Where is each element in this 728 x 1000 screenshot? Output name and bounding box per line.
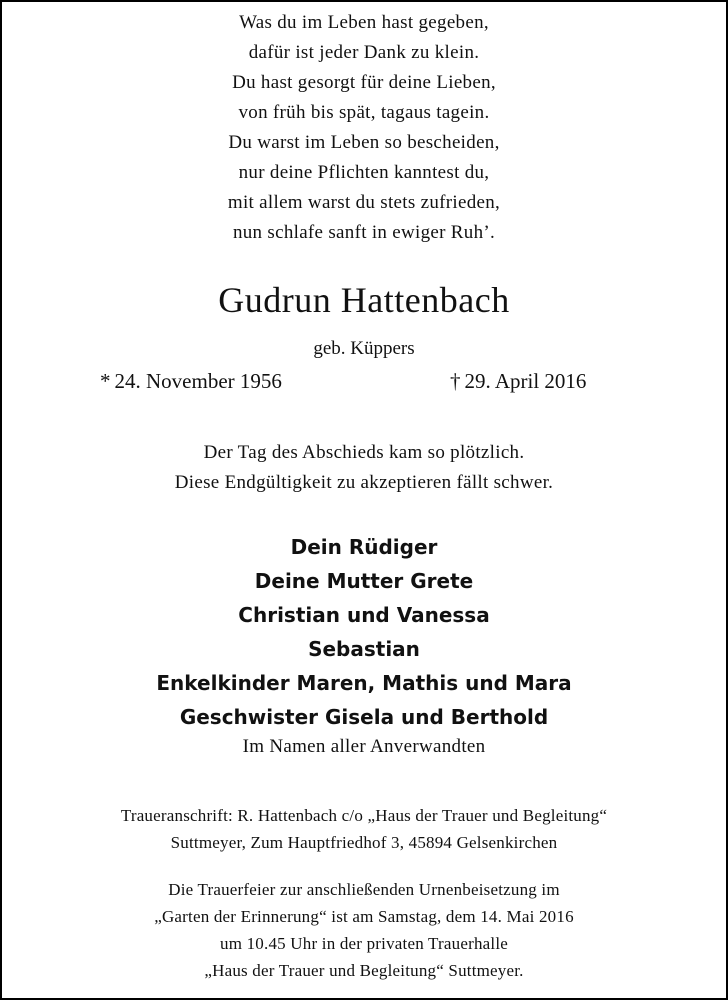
service-line: „Haus der Trauer und Begleitung“ Suttmeyer. — [204, 961, 524, 980]
poem-line: mit allem warst du stets zufrieden, — [227, 192, 501, 213]
death-date: 29. April 2016 — [464, 369, 587, 393]
poem-line: Du hast gesorgt für deine Lieben, — [232, 72, 496, 93]
mourner-entry: Enkelkinder Maren, Mathis und Mara — [156, 671, 572, 695]
service-line: Die Trauerfeier zur anschließenden Urnenbeisetzung im — [168, 880, 560, 899]
mourner-entry: Dein Rüdiger — [290, 535, 438, 559]
poem-line: nur deine Pflichten kanntest du, — [238, 162, 490, 183]
mourner-entry: Christian und Vanessa — [238, 603, 490, 627]
address-line: Suttmeyer, Zum Hauptfriedhof 3, 45894 Gelsenkirchen — [170, 833, 558, 852]
mourning-address — [0, 802, 728, 856]
farewell-text — [0, 438, 728, 498]
all-relatives-line: Im Namen aller Anverwandten — [242, 736, 486, 757]
farewell-line: Diese Endgültigkeit zu akzeptieren fällt schwer. — [174, 472, 554, 493]
birth-date-line — [100, 366, 282, 396]
mourners-list — [0, 530, 728, 734]
deceased-name: Gudrun Hattenbach — [218, 280, 510, 320]
funeral-service-info — [0, 876, 728, 984]
poem-line: Was du im Leben hast gegeben, — [239, 12, 489, 33]
birth-symbol: * — [100, 369, 111, 393]
service-line: um 10.45 Uhr in der privaten Trauerhalle — [220, 934, 508, 953]
death-date-line — [450, 366, 586, 396]
address-line: Traueranschrift: R. Hattenbach c/o „Haus der Trauer und Begleitung“ — [120, 806, 608, 825]
poem-line: von früh bis spät, tagaus tagein. — [238, 102, 490, 123]
death-symbol: † — [450, 369, 461, 393]
maiden-name: geb. Küppers — [313, 338, 415, 359]
mourner-entry: Geschwister Gisela und Berthold — [179, 705, 549, 729]
birth-date: 24. November 1956 — [114, 369, 282, 393]
mourner-entry: Sebastian — [308, 637, 420, 661]
memorial-poem — [0, 8, 728, 248]
service-line: „Garten der Erinnerung“ ist am Samstag, dem 14. Mai 2016 — [154, 907, 574, 926]
poem-line: Du warst im Leben so bescheiden, — [228, 132, 500, 153]
farewell-line: Der Tag des Abschieds kam so plötzlich. — [203, 442, 525, 463]
mourner-entry: Deine Mutter Grete — [254, 569, 474, 593]
poem-line: dafür ist jeder Dank zu klein. — [248, 42, 480, 63]
poem-line: nun schlafe sanft in ewiger Ruh’. — [232, 222, 496, 243]
